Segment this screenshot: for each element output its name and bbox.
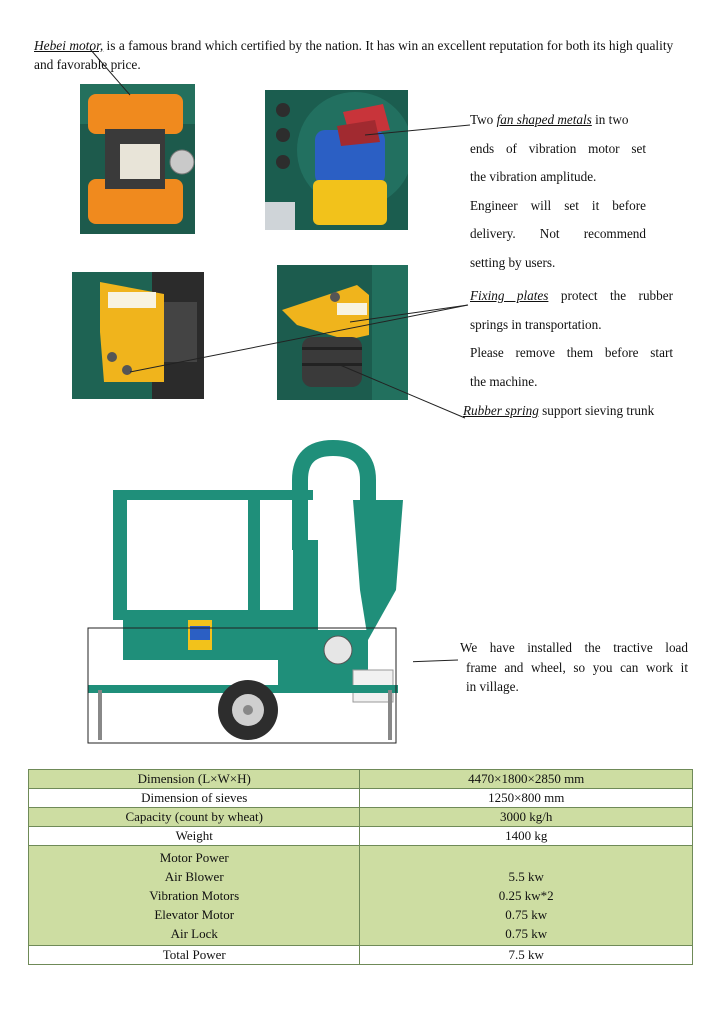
table-row: Dimension of sieves 1250×800 mm (29, 789, 693, 808)
table-row-power: Motor Power Air Blower Vibration Motors Elevator Motor Air Lock 5.5 kw 0.25 kw*2 0.75 kw 0.75 kw (29, 846, 693, 946)
cleaning-machine-photo (68, 440, 413, 745)
table-row: Weight 1400 kg (29, 827, 693, 846)
fixing-text: Fixing plates protect the rubber springs in transportation. Please remove them before start the machine. (470, 288, 673, 389)
brand-name: Hebei motor, (34, 38, 104, 53)
fan-metals-term: fan shaped metals (496, 112, 592, 127)
rubber-caption: Rubber spring support sieving trunk (463, 403, 655, 418)
machine-caption: We have installed the tractive load frame and wheel, so you can work it in village. (460, 640, 688, 694)
spec-table (28, 769, 693, 965)
rubber-spring-term: Rubber spring (463, 403, 539, 418)
table-row-total: Total Power 7.5 kw (29, 946, 693, 965)
table-row: Dimension (L×W×H) 4470×1800×2850 mm (29, 770, 693, 789)
vibration-text: Two fan shaped metals in two ends of vibration motor set the vibration amplitude. Engineer will set it before delivery. Not recommend setting by users. (470, 112, 646, 270)
intro-text: is a famous brand which certified by the nation. It has win an excellent reputation for both its high quality and favorable price. (34, 38, 674, 72)
fixing-plates-term: Fixing plates (470, 288, 549, 303)
table-row: Capacity (count by wheat) 3000 kg/h (29, 808, 693, 827)
